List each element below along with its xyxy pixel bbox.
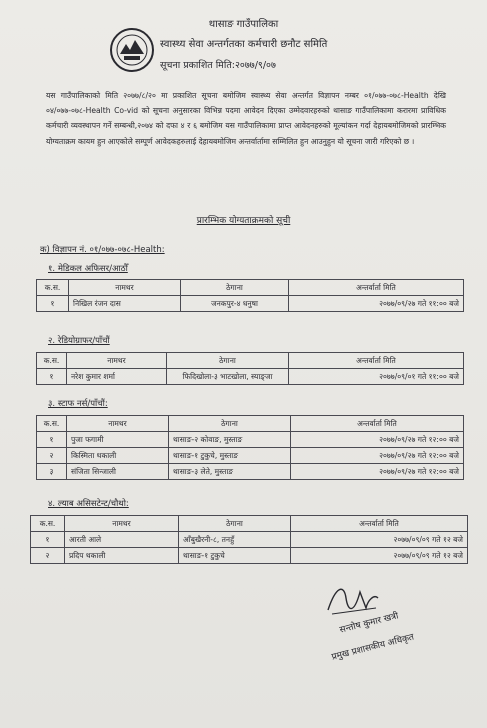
section-heading: १. मेडिकल अफिसर/आठौँ <box>48 264 128 274</box>
col-sn: क.स. <box>37 416 67 432</box>
row-sn: १ <box>31 532 65 548</box>
table-row <box>37 464 464 480</box>
table-row <box>31 532 468 548</box>
signatory-title: प्रमुख प्रशासकीय अधिकृत <box>330 632 416 663</box>
row-address: फिदिखोला-३ भाटखोला, स्याङ्जा <box>167 369 289 385</box>
row-sn: २ <box>37 448 67 464</box>
results-table <box>36 352 464 385</box>
table-row <box>37 432 464 448</box>
row-name: संजिता सिन्जाली <box>67 464 169 480</box>
row-name: किस्मिता थकाली <box>67 448 169 464</box>
table-header-row <box>37 416 464 432</box>
col-sn: क.स. <box>31 516 65 532</box>
row-sn: २ <box>31 548 65 564</box>
list-title: प्रारम्भिक योग्यताक्रमको सूची <box>196 216 291 226</box>
intro-paragraph: यस गाउँपालिकाको मिति २०७७/८/२० मा प्रकाशित सूचना बमोजिम स्वास्थ्य सेवा अन्तर्गत विज्ञापन नम्बर ०१/०७७-०७८-Health देखि ०४/०७७-०७८-Health Co-vid को सूचना अनुसारका विभिन्न पदमा आवेदन दिएका उम्मेदवारहरुको थासाङ गाउँपालिकामा करारमा प्राविधिक कर्मचारी व्यवस्थापन गर्ने सम्बन्धी,२०७४ को दफा ४ र ६ बमोजिम यस गाउँपालिकामा प्राप्त आवेदनहरुको मूल्यांकन गर्दा देहायबमोजिमको प्रारम्भिक योग्यताक्रम कायम हुन आएकोले सम्पूर्ण आवेदकहरुलाई देहायबमोजिम अन्तर्वार्तामा सम्मिलित हुन आउनुहुन यो सूचना जारी गरिएको छ । <box>46 91 446 146</box>
results-table <box>30 515 468 564</box>
committee-name: स्वास्थ्य सेवा अन्तर्गतका कर्मचारी छनौट समिति <box>160 39 328 50</box>
col-address: ठेगाना <box>169 416 291 432</box>
org-name: थासाङ गाउँपालिका <box>208 19 279 30</box>
advert-number: क) विज्ञापन नं. ०१/०७७-०७८-Health: <box>40 245 165 255</box>
row-address: थासाङ-१ टुकुचे <box>179 548 291 564</box>
row-interview: २०७७/०९/२७ गते १२:०० बजे <box>291 448 464 464</box>
row-name: प्रदिप थकाली <box>65 548 179 564</box>
col-name: नामथर <box>69 280 181 296</box>
col-sn: क.स. <box>37 353 67 369</box>
col-interview: अन्तर्वार्ता मिति <box>291 416 464 432</box>
row-address: थासाङ-३ लेते, मुस्ताङ <box>169 464 291 480</box>
table-header-row <box>37 353 464 369</box>
row-sn: १ <box>37 296 69 312</box>
row-name: निखिल रंजन दास <box>69 296 181 312</box>
section-heading: ३. स्टाफ नर्स/पाँचौं: <box>48 399 108 409</box>
row-interview: २०७७/०९/२७ गते १२:०० बजे <box>291 432 464 448</box>
row-address: थासाङ-२ कोवाङ, मुस्ताङ <box>169 432 291 448</box>
table-row <box>37 448 464 464</box>
table-header-row <box>31 516 468 532</box>
row-interview: २०७७/०९/०९ गते १२ बजे <box>291 532 468 548</box>
notice-date: सूचना प्रकाशित मिति:२०७७/९/०७ <box>160 60 276 71</box>
col-address: ठेगाना <box>167 353 289 369</box>
signatory-name: सन्तोष कुमार खत्री <box>338 611 400 636</box>
table-header-row <box>37 280 464 296</box>
col-interview: अन्तर्वार्ता मिति <box>291 516 468 532</box>
row-address: थासाङ-१ टुकुचे, मुस्ताङ <box>169 448 291 464</box>
table-row <box>37 296 464 312</box>
row-name: पुजा फगामी <box>67 432 169 448</box>
row-sn: १ <box>37 432 67 448</box>
row-address: जनकपुर-४ धनुषा <box>181 296 289 312</box>
col-name: नामथर <box>65 516 179 532</box>
section-heading: ४. ल्याब असिसटेन्ट/चौथो: <box>48 499 129 509</box>
row-interview: २०७७/०९/२७ गते ११:०० बजे <box>289 296 464 312</box>
section-heading: २. रेडियोग्राफर/पाँचौं <box>48 336 110 346</box>
row-interview: २०७७/०९/०१ गते ११:०० बजे <box>289 369 464 385</box>
col-address: ठेगाना <box>181 280 289 296</box>
col-interview: अन्तर्वार्ता मिति <box>289 353 464 369</box>
table-row <box>37 369 464 385</box>
row-name: आरती आले <box>65 532 179 548</box>
col-interview: अन्तर्वार्ता मिति <box>289 280 464 296</box>
results-table <box>36 279 464 312</box>
municipality-logo-icon <box>108 26 156 74</box>
row-sn: १ <box>37 369 67 385</box>
col-sn: क.स. <box>37 280 69 296</box>
row-address: आँबुखैरनी-८, तनहुँ <box>179 532 291 548</box>
results-table <box>36 415 464 480</box>
row-interview: २०७७/०९/०९ गते १२ बजे <box>291 548 468 564</box>
col-name: नामथर <box>67 416 169 432</box>
row-name: नरेश कुमार शर्मा <box>67 369 167 385</box>
col-address: ठेगाना <box>179 516 291 532</box>
row-interview: २०७७/०९/२७ गते १२:०० बजे <box>291 464 464 480</box>
letterhead <box>0 0 487 82</box>
row-sn: ३ <box>37 464 67 480</box>
table-row <box>31 548 468 564</box>
col-name: नामथर <box>67 353 167 369</box>
